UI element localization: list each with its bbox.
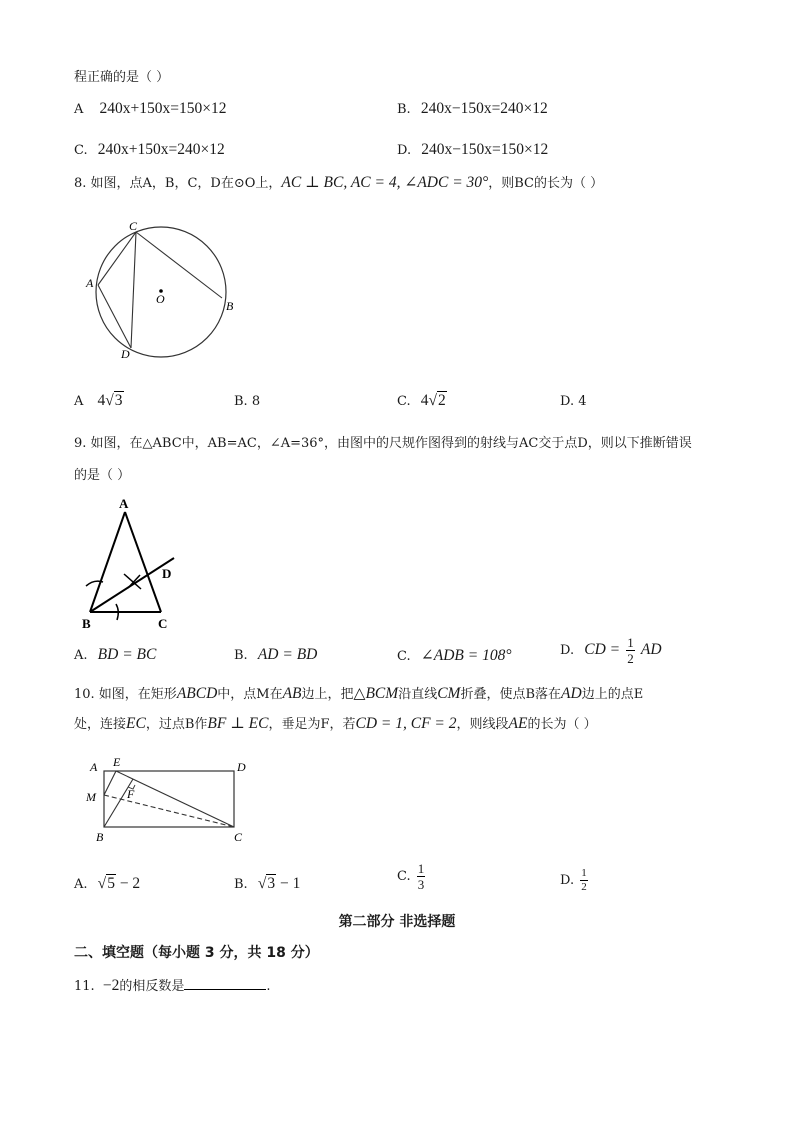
q7-option-a bbox=[74, 100, 227, 118]
text: 沿直线 bbox=[398, 687, 438, 702]
sqrt-symbol: √5 bbox=[97, 875, 115, 892]
q7-option-c bbox=[74, 141, 225, 159]
text: ，则线段 bbox=[456, 717, 509, 732]
frac-num: 1 bbox=[417, 861, 425, 876]
part2-title: 第二部分 非选择题 bbox=[338, 914, 456, 930]
q10-option-a bbox=[74, 875, 140, 893]
sqrt-symbol: √3 bbox=[257, 875, 276, 892]
fraction bbox=[417, 862, 426, 891]
segment-me bbox=[104, 771, 116, 795]
q10-stem-line1 bbox=[74, 683, 643, 703]
q8-circle-figure bbox=[82, 218, 252, 366]
q9-stem-line2: 的是（ ） bbox=[74, 468, 131, 483]
option-expr: 240x−150x=240×12 bbox=[420, 100, 548, 117]
q8-stem-suffix: ，则BC的长为（ ） bbox=[488, 176, 604, 191]
q7-option-b bbox=[397, 100, 548, 118]
q10-stem-line2 bbox=[74, 713, 597, 733]
q9-option-a bbox=[74, 646, 156, 664]
label-b: B bbox=[82, 616, 91, 630]
option-label: D. bbox=[560, 873, 575, 888]
q10-option-b bbox=[234, 875, 300, 893]
q9-triangle-figure bbox=[78, 492, 190, 630]
text: 边上的点E bbox=[581, 687, 644, 702]
frac-den: 2 bbox=[581, 881, 587, 893]
option-expr: 240x+150x=150×12 bbox=[99, 100, 227, 117]
label-b: B bbox=[96, 830, 104, 844]
q11 bbox=[74, 975, 270, 995]
label-a: A bbox=[86, 276, 94, 290]
option-label: D. bbox=[560, 643, 575, 658]
option-expr: 240x+150x=240×12 bbox=[97, 141, 225, 158]
option-expr: AD = BD bbox=[257, 646, 318, 663]
option-label: B. bbox=[397, 102, 411, 117]
q10-option-c bbox=[397, 862, 427, 891]
option-lhs: CD = bbox=[584, 641, 621, 658]
option-label: C. bbox=[74, 143, 88, 158]
segment-cd bbox=[131, 232, 136, 348]
fraction bbox=[626, 636, 635, 665]
q9-option-b bbox=[234, 646, 317, 664]
label-o: O bbox=[156, 292, 165, 306]
option-label: B. bbox=[234, 648, 248, 663]
label-m: M bbox=[86, 790, 96, 804]
option-label: A. bbox=[74, 648, 88, 663]
label-d: D bbox=[162, 566, 172, 581]
text: 边上，把 bbox=[301, 687, 354, 702]
q11-text: 的相反数是 bbox=[119, 979, 185, 994]
label-d: D bbox=[237, 760, 246, 774]
q8-stem-math: AC ⊥ BC, AC = 4, ∠ADC = 30° bbox=[281, 174, 489, 191]
text: ，垂足为F，若 bbox=[268, 717, 356, 732]
segment-ab bbox=[90, 512, 125, 612]
option-expr: 240x−150x=150×12 bbox=[421, 141, 549, 158]
option-coef: 4 bbox=[97, 392, 106, 409]
q11-end: . bbox=[266, 979, 271, 994]
sqrt-symbol: √3 bbox=[105, 392, 123, 409]
q8-option-a bbox=[74, 392, 124, 410]
text: 折叠，使点B落在 bbox=[460, 687, 562, 702]
option-expr: BD = BC bbox=[97, 646, 157, 663]
label-c: C bbox=[158, 616, 168, 630]
radicand: 3 bbox=[267, 875, 276, 892]
section2-title: 二、填空题（每小题 3 分，共 18 分） bbox=[74, 945, 319, 961]
text: 中，点M在 bbox=[217, 687, 283, 702]
text: ，过点B作 bbox=[145, 717, 208, 732]
label-b: B bbox=[226, 299, 234, 313]
q8-option-c bbox=[397, 392, 447, 410]
label-a: A bbox=[90, 760, 98, 774]
radicand: 2 bbox=[438, 392, 446, 409]
q7-option-d bbox=[397, 141, 548, 159]
text: 的长为（ ） bbox=[527, 717, 597, 732]
segment-ac bbox=[125, 512, 161, 612]
option-label: A bbox=[74, 394, 84, 409]
option-label: C. bbox=[397, 869, 411, 884]
option-label: D. bbox=[397, 143, 412, 158]
math: ABCD bbox=[176, 685, 218, 702]
frac-num: 1 bbox=[627, 635, 634, 650]
segment-ad bbox=[98, 285, 131, 348]
frac-num: 1 bbox=[581, 867, 587, 879]
q11-math: −2 bbox=[102, 977, 120, 994]
text: 处，连接 bbox=[74, 717, 127, 732]
math: △BCM bbox=[353, 685, 399, 702]
segment-cb bbox=[136, 232, 222, 298]
math: AE bbox=[508, 715, 528, 732]
option-label: C. bbox=[397, 649, 411, 664]
math: AB bbox=[282, 685, 302, 702]
math: CD = 1, CF = 2 bbox=[355, 715, 457, 732]
rectangle-abcd bbox=[104, 771, 234, 827]
answer-blank[interactable] bbox=[184, 977, 266, 990]
label-f: F bbox=[127, 787, 135, 801]
text: 10. 如图，在矩形 bbox=[74, 687, 177, 702]
option-tail: − 1 bbox=[279, 875, 301, 892]
option-expr: ∠ADB = 108° bbox=[420, 647, 512, 664]
q9-option-d bbox=[560, 636, 662, 665]
option-tail: − 2 bbox=[119, 875, 141, 892]
q8-option-d: D. 4 bbox=[560, 394, 587, 409]
math: BF ⊥ EC bbox=[207, 715, 269, 732]
math: CM bbox=[437, 685, 461, 702]
frac-den: 2 bbox=[627, 651, 634, 666]
frac-den: 3 bbox=[417, 877, 425, 892]
math: AD bbox=[561, 685, 582, 702]
q9-option-c bbox=[397, 646, 512, 665]
option-label: B. bbox=[234, 877, 248, 892]
segment-ca bbox=[98, 232, 136, 285]
option-label: C. bbox=[397, 394, 411, 409]
label-c: C bbox=[234, 830, 243, 844]
q10-rectangle-figure bbox=[82, 752, 254, 846]
option-label: A bbox=[74, 102, 84, 117]
q8-stem bbox=[74, 172, 603, 192]
q11-number: 11. bbox=[74, 979, 95, 994]
sqrt-symbol: √2 bbox=[428, 392, 446, 409]
fraction bbox=[580, 868, 588, 893]
radicand: 3 bbox=[114, 392, 123, 409]
q7-stem-tail: 程正确的是（ ） bbox=[74, 70, 170, 85]
label-a: A bbox=[119, 496, 129, 511]
option-coef: 4 bbox=[420, 392, 429, 409]
q8-option-b: B. 8 bbox=[234, 394, 261, 409]
option-label: A. bbox=[74, 877, 88, 892]
segment-mc-dashed bbox=[104, 795, 234, 827]
math: EC bbox=[126, 715, 146, 732]
radicand: 5 bbox=[107, 875, 115, 892]
q9-stem-line1: 9. 如图，在△ABC中，AB=AC，∠A=36°，由图中的尺规作图得到的射线与AC交于点D，则以下推断错误 bbox=[74, 436, 692, 451]
option-rhs: AD bbox=[640, 641, 662, 658]
q10-option-d bbox=[560, 868, 590, 893]
label-e: E bbox=[113, 755, 121, 769]
label-c: C bbox=[129, 219, 138, 233]
q8-stem-prefix: 8. 如图，点A，B，C，D在⊙O上， bbox=[74, 176, 282, 191]
label-d: D bbox=[121, 347, 130, 361]
